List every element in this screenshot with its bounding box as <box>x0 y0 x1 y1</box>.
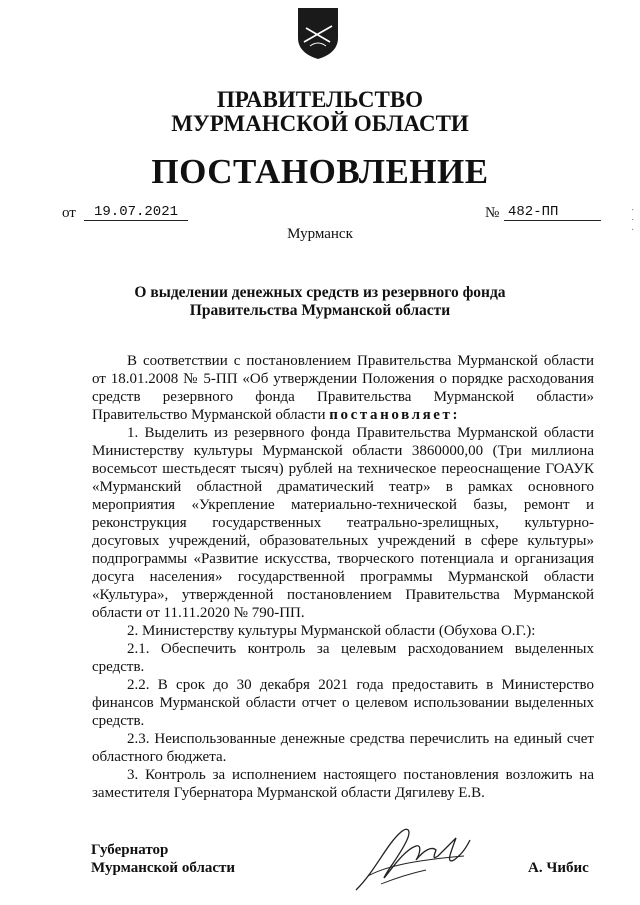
clause-2: 2. Министерству культуры Мурманской области (Обухова О.Г.): <box>127 623 536 639</box>
clause-3: 3. Контроль за исполнением настоящего постановления возложить на заместителя Губернатора Мурманской области Дягилеву Е.В. <box>92 767 594 801</box>
document-date: 19.07.2021 <box>84 204 188 221</box>
clause-2-2: 2.2. В срок до 30 декабря 2021 года предоставить в Министерство финансов Мурманской области отчет о целевом использовании выделенных средств. <box>92 677 594 729</box>
decree-word: постановляет: <box>329 407 461 423</box>
number-prefix: № <box>485 205 500 221</box>
city: Мурманск <box>287 226 353 242</box>
clause-2-1: 2.1. Обеспечить контроль за целевым расходованием выделенных средств. <box>92 641 594 675</box>
document-title-line1: О выделении денежных средств из резервного фонда <box>134 284 506 301</box>
signatory-name: А. Чибис <box>528 860 589 876</box>
handwritten-signature <box>346 820 476 896</box>
clause-1: 1. Выделить из резервного фонда Правительства Мурманской области Министерству культуры Мурманской области 3860000,00 (Три миллиона восемьсот шестьдесят тысяч) рублей на техническое переоснащение ГОАУК «Мурманский областной драматический театр» в рамках основного мероприятия «Укрепление материально-технической базы, ремонт и реконструкция государственных театрально-зрелищных, культурно-досуговых учреждений, образовательных учреждений в сфере культуры» подпрограммы «Развитие искусства, творческого потенциала и организация досуга населения» государственной программы Мурманской области «Культура», утвержденной постановлением Правительства Мурманской области от 11.11.2020 № 790-ПП. <box>92 425 594 621</box>
coat-of-arms-icon <box>296 6 340 60</box>
document-title-line2: Правительства Мурманской области <box>189 302 451 319</box>
document-number: 482-ПП <box>504 204 601 221</box>
org-name-line2: МУРМАНСКОЙ ОБЛАСТИ <box>171 111 469 136</box>
signatory-position <box>91 841 235 877</box>
preamble-paragraph <box>92 352 594 424</box>
signatory-position-line2: Мурманской области <box>91 860 236 876</box>
document-body <box>92 352 594 802</box>
margin-mark: · · · <box>626 208 637 233</box>
preamble-text: В соответствии с постановлением Правительства Мурманской области от 18.01.2008 № 5-ПП «Об утверждении Положения о порядке расходования средств резервного фонда Правительства Мурманской области» Правительство Мурманской области <box>92 353 594 423</box>
document-type: ПОСТАНОВЛЕНИЕ <box>151 152 489 191</box>
date-prefix: от <box>62 205 76 221</box>
clause-2-3: 2.3. Неиспользованные денежные средства перечислить на единый счет областного бюджета. <box>92 731 594 765</box>
org-name-line1: ПРАВИТЕЛЬСТВО <box>216 87 424 112</box>
signatory-position-line1: Губернатор <box>91 842 169 858</box>
